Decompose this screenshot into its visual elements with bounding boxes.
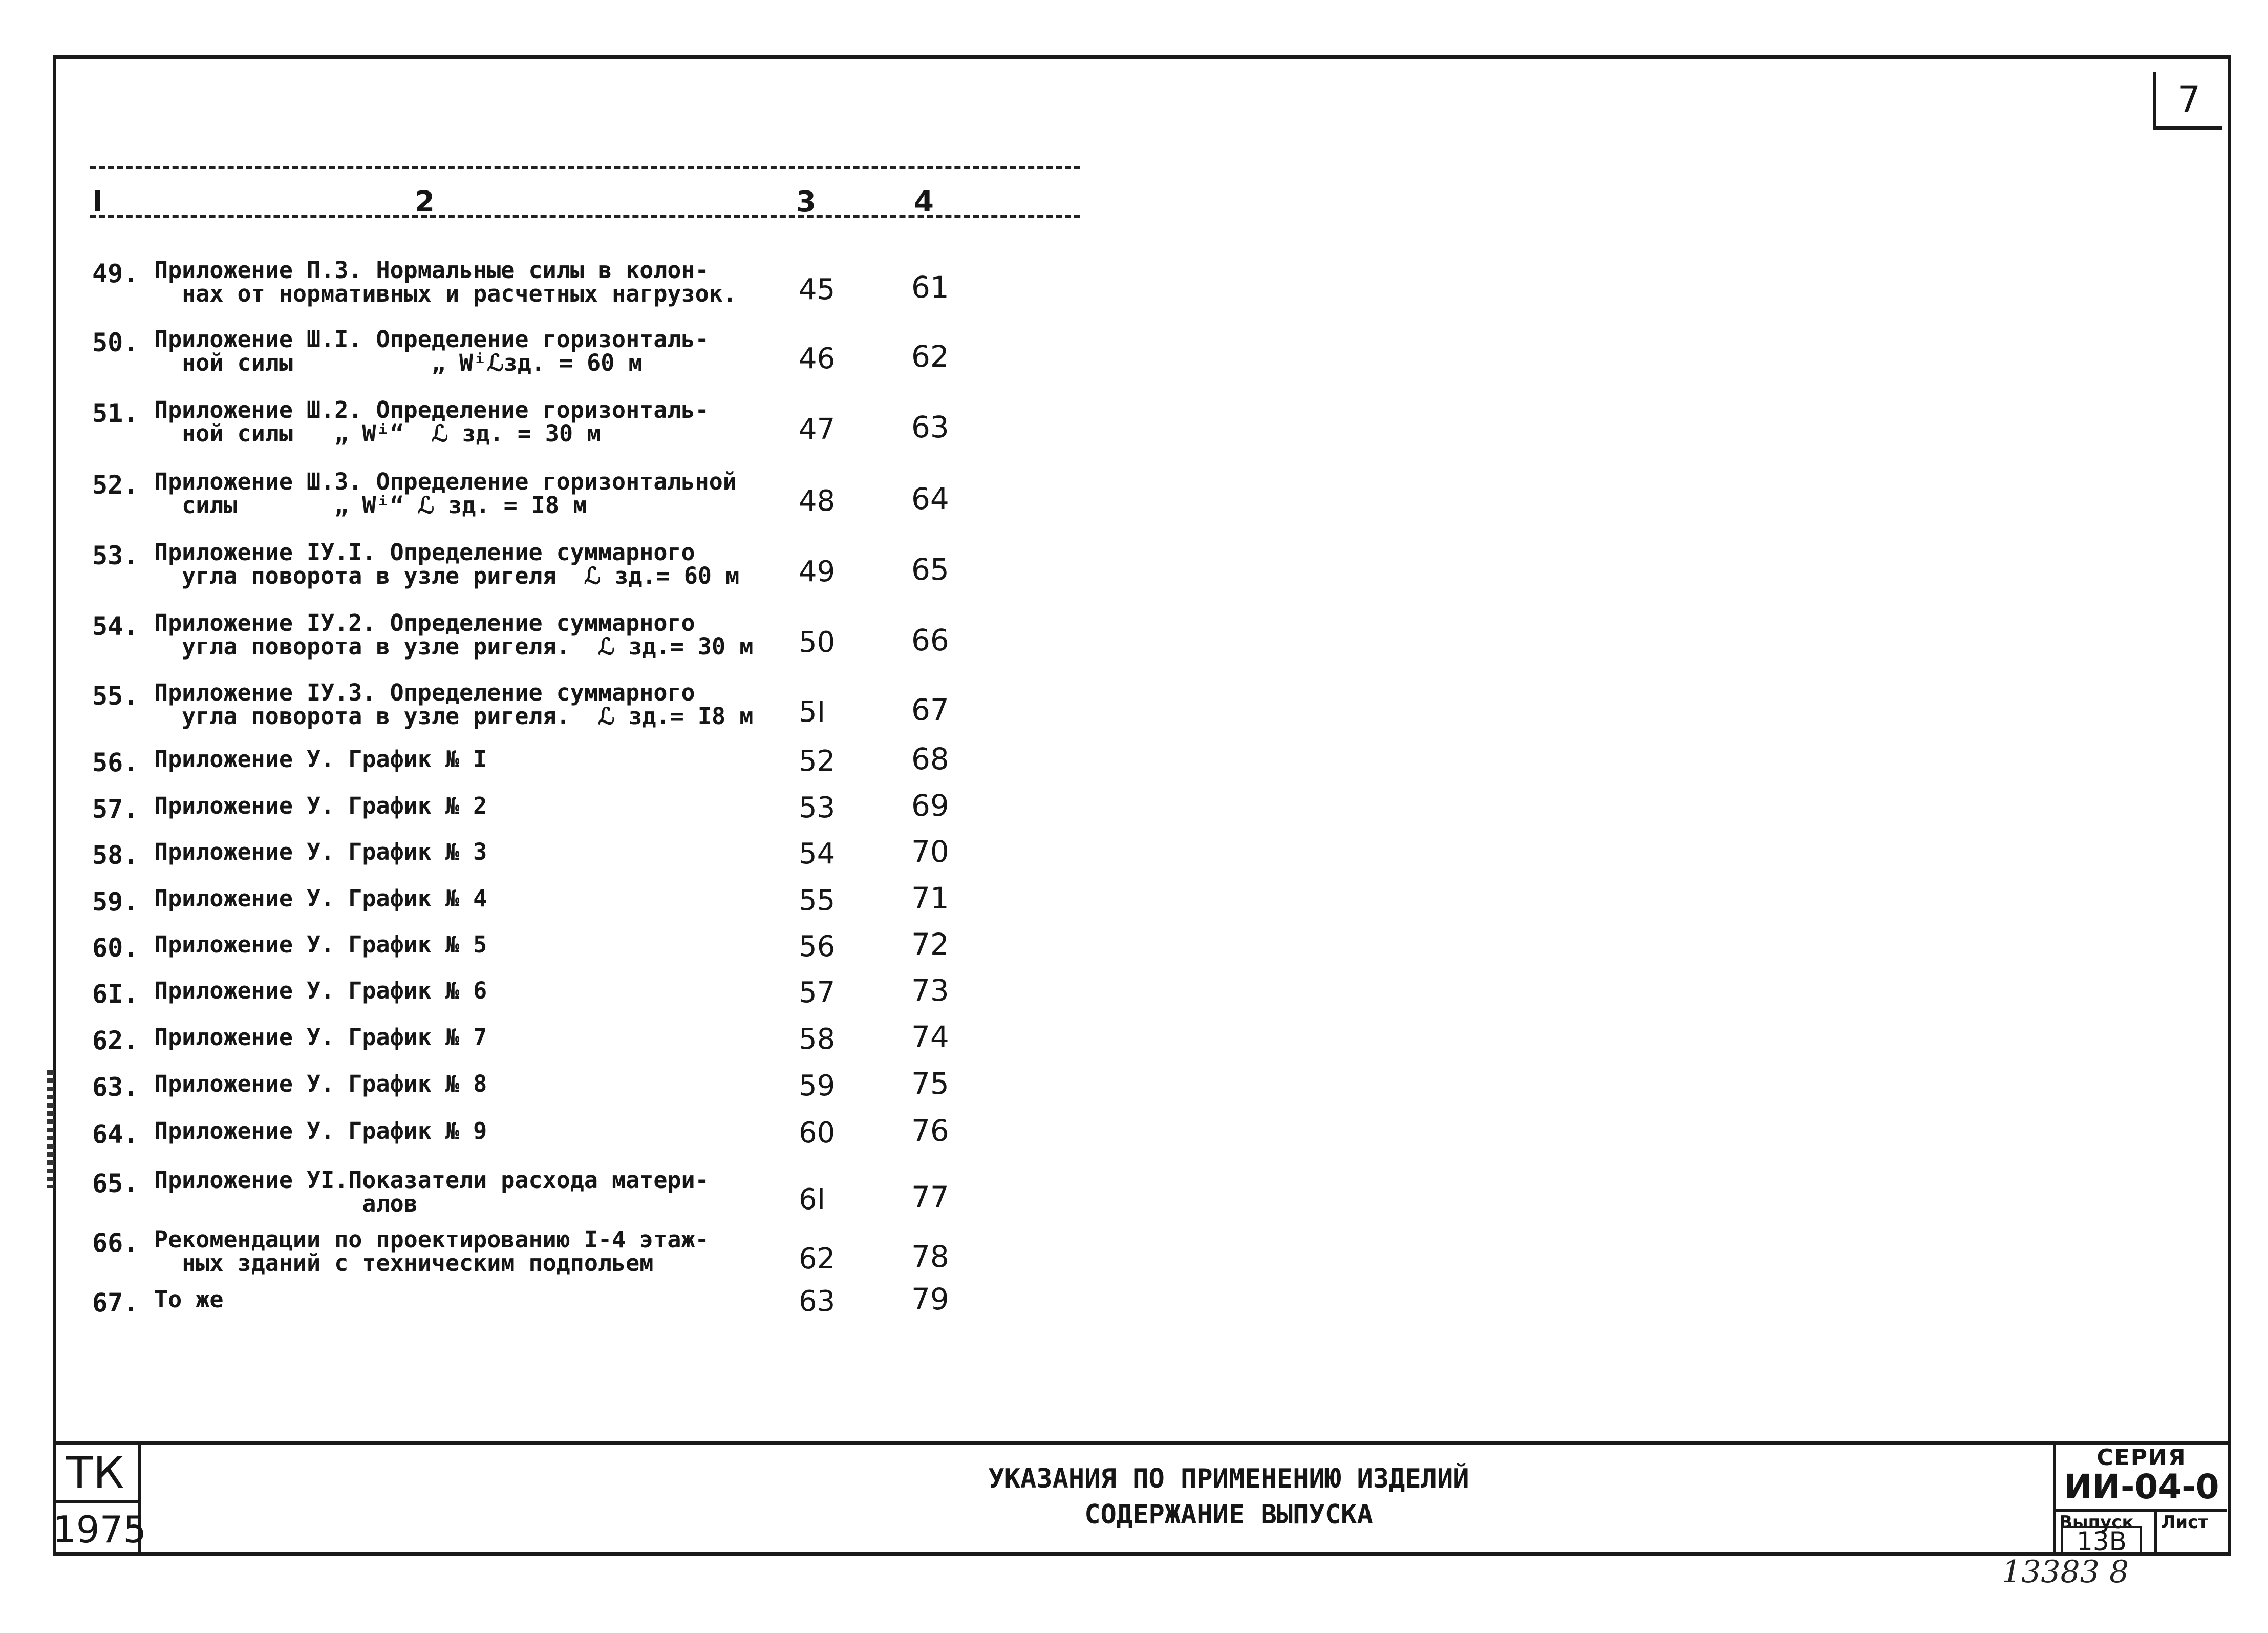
col-header-3: 3 xyxy=(796,185,816,219)
item-col4: 62 xyxy=(911,339,949,374)
item-title: Приложение У. График № 9 xyxy=(154,1117,487,1144)
item-title: Приложение Ш.3. Определение горизонтальной силы „ Wⁱ“ ℒ зд. = I8 м xyxy=(154,468,737,519)
header-rule-top xyxy=(90,166,1080,169)
item-col4: 70 xyxy=(911,834,949,869)
item-title: Приложение У. График № 2 xyxy=(154,792,487,819)
item-title: Приложение У. График № 6 xyxy=(154,977,487,1004)
item-title: Приложение IУ.2. Определение суммарного угла поворота в узле ригеля. ℒ зд.= 30 м xyxy=(154,609,754,660)
series-box xyxy=(2053,1441,2227,1556)
item-col4: 66 xyxy=(911,623,949,658)
item-number: 60. xyxy=(92,933,139,963)
item-col3: 56 xyxy=(799,930,836,963)
item-col4: 71 xyxy=(911,881,949,916)
item-title: Рекомендации по проектированию I-4 этаж- ных зданий с техническим подпольем xyxy=(154,1226,709,1277)
title-line-1: УКАЗАНИЯ ПО ПРИМЕНЕНИЮ ИЗДЕЛИЙ xyxy=(988,1464,1469,1494)
year: 1975 xyxy=(53,1508,147,1551)
item-col4: 67 xyxy=(911,692,949,727)
handwritten-note: 13383 8 xyxy=(2002,1554,2129,1590)
title-block-top-line xyxy=(53,1441,2228,1445)
item-title: Приложение УI.Показатели расхода матери- алов xyxy=(154,1167,709,1217)
item-number: 49. xyxy=(92,259,139,288)
item-title: Приложение Ш.I. Определение горизонталь- ной силы „ Wⁱℒзд. = 60 м xyxy=(154,326,709,376)
item-col4: 72 xyxy=(911,927,949,962)
item-col3: 55 xyxy=(799,884,836,917)
item-number: 59. xyxy=(92,887,139,917)
sheet-label: Лист xyxy=(2161,1512,2208,1533)
item-col3: 53 xyxy=(799,791,836,824)
item-title: Приложение У. График № 8 xyxy=(154,1070,487,1097)
issue-value: 13В xyxy=(2061,1526,2142,1554)
item-col3: 48 xyxy=(799,484,836,518)
item-col4: 64 xyxy=(911,481,949,516)
item-number: 57. xyxy=(92,794,139,824)
item-number: 56. xyxy=(92,748,139,777)
item-title: Приложение П.3. Нормальные силы в колон- нах от нормативных и расчетных нагрузок. xyxy=(154,257,737,307)
item-col3: 47 xyxy=(799,413,836,446)
item-col4: 69 xyxy=(911,788,949,823)
item-col4: 61 xyxy=(911,270,949,305)
item-title: Приложение IУ.I. Определение суммарного угла поворота в узле ригеля ℒ зд.= 60 м xyxy=(154,539,740,589)
item-col3: 54 xyxy=(799,837,836,871)
item-col3: 49 xyxy=(799,555,836,588)
item-title: То же xyxy=(154,1286,224,1313)
item-number: 50. xyxy=(92,328,139,357)
item-col3: 62 xyxy=(799,1242,836,1276)
item-col4: 63 xyxy=(911,410,949,444)
side-margin-stamp xyxy=(47,1070,54,1188)
col-header-2: 2 xyxy=(415,185,435,219)
item-title: Приложение IУ.3. Определение суммарного угла поворота в узле ригеля. ℒ зд.= I8 м xyxy=(154,679,754,730)
item-col3: 60 xyxy=(799,1116,836,1150)
item-number: 65. xyxy=(92,1169,139,1198)
col-header-1: I xyxy=(92,185,103,219)
item-col3: 50 xyxy=(799,626,836,659)
item-number: 58. xyxy=(92,840,139,870)
item-title: Приложение У. График № 7 xyxy=(154,1024,487,1051)
org-box xyxy=(53,1441,147,1552)
item-col4: 79 xyxy=(911,1282,949,1317)
item-col4: 74 xyxy=(911,1020,949,1054)
item-number: 55. xyxy=(92,681,139,711)
org-divider xyxy=(53,1500,138,1503)
item-col3: 58 xyxy=(799,1023,836,1056)
title-line-2: СОДЕРЖАНИЕ ВЫПУСКА xyxy=(1084,1499,1373,1530)
item-col4: 65 xyxy=(911,552,949,587)
col-header-4: 4 xyxy=(914,185,934,219)
item-number: 67. xyxy=(92,1288,139,1318)
item-col4: 73 xyxy=(911,973,949,1008)
item-col3: 45 xyxy=(799,273,836,306)
item-title: Приложение У. График № 5 xyxy=(154,931,487,958)
series-label: СЕРИЯ xyxy=(2096,1445,2187,1471)
item-col3: 57 xyxy=(799,976,836,1009)
issue-label: Выпуск xyxy=(2059,1512,2134,1533)
item-col4: 76 xyxy=(911,1113,949,1148)
item-number: 63. xyxy=(92,1072,139,1102)
item-number: 66. xyxy=(92,1228,139,1258)
page-number: 7 xyxy=(2153,72,2222,130)
item-number: 64. xyxy=(92,1119,139,1149)
item-number: 53. xyxy=(92,541,139,570)
item-col3: 46 xyxy=(799,342,836,375)
item-title: Приложение У. График № I xyxy=(154,746,487,773)
item-number: 51. xyxy=(92,398,139,428)
item-number: 62. xyxy=(92,1026,139,1055)
item-title: Приложение У. График № 4 xyxy=(154,885,487,912)
item-number: 54. xyxy=(92,611,139,641)
item-title: Приложение У. График № 3 xyxy=(154,838,487,865)
org-code: ТК xyxy=(66,1448,124,1499)
item-title: Приложение Ш.2. Определение горизонталь- ной силы „ Wⁱ“ ℒ зд. = 30 м xyxy=(154,396,709,447)
item-col3: 6I xyxy=(799,1183,826,1216)
item-col4: 78 xyxy=(911,1239,949,1274)
item-col4: 68 xyxy=(911,741,949,776)
item-col3: 5I xyxy=(799,695,826,729)
issue-divider xyxy=(2154,1509,2157,1552)
item-col4: 77 xyxy=(911,1180,949,1215)
item-col3: 59 xyxy=(799,1069,836,1102)
series-value: ИИ-04-0 xyxy=(2064,1467,2219,1507)
item-number: 52. xyxy=(92,470,139,500)
item-number: 6I. xyxy=(92,979,139,1009)
item-col3: 63 xyxy=(799,1285,836,1318)
item-col4: 75 xyxy=(911,1066,949,1101)
item-col3: 52 xyxy=(799,745,836,778)
